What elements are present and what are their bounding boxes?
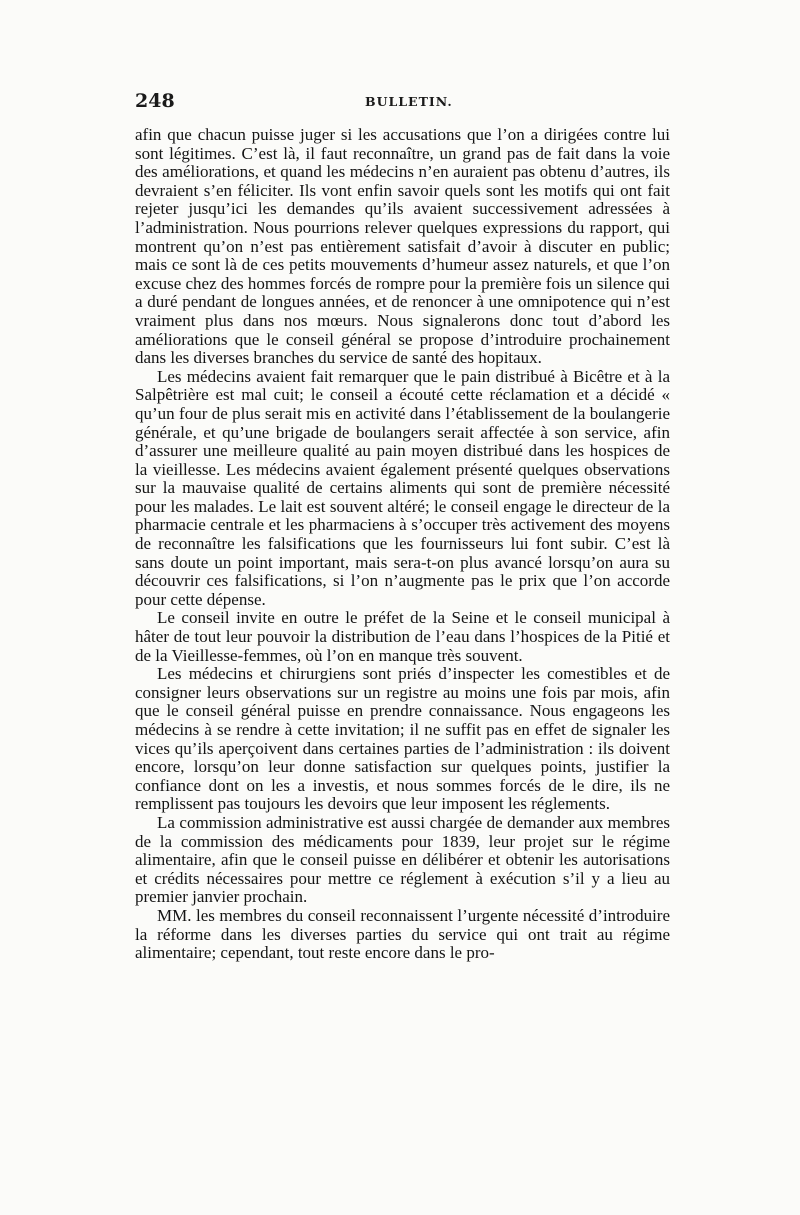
page-header bbox=[135, 90, 675, 120]
paragraph-5: La commission administrative est aussi chargée de demander aux membres de la commission des médicaments pour 1839, leur projet sur le régime alimentaire, afin que le conseil puisse en délibérer et obtenir les autorisations et crédits nécessaires pour mettre ce réglement à exécution s’il y a lieu au premier janvier prochain. bbox=[135, 812, 670, 907]
paragraph-1: afin que chacun puisse juger si les accusations que l’on a dirigées contre lui sont légitimes. C’est là, il faut reconnaître, un grand pas de fait dans la voie des améliorations, et quand les médecins n’en auraient pas obtenu d’autres, ils devraient s’en féliciter. Ils vont enfin savoir quels sont les motifs qui ont fait rejeter jusqu’ici les demandes qu’ils avaient successivement adressées à l’administration. Nous pourrions relever quelques expressions du rapport, qui montrent qu’on n’est pas entièrement satisfait d’avoir à discuter en public; mais ce sont là de ces petits mouvements d’humeur assez naturels, et que l’on excuse chez des hommes forcés de rompre pour la première fois un silence qui a duré pendant de longues années, et de renoncer à une omnipotence qui n’est vraiment plus dans nos mœurs. Nous signalerons donc tout d’abord les améliorations que le conseil général se propose d’introduire prochainement dans les diverses branches du service de santé des hopitaux. bbox=[135, 125, 670, 368]
paragraph-3: Le conseil invite en outre le préfet de la Seine et le conseil municipal à hâter de tout leur pouvoir la distribution de l’eau dans l’hospices de la Pitié et de la Vieillesse-femmes, où l’on en manque très souvent. bbox=[135, 608, 670, 665]
body-text bbox=[135, 126, 670, 963]
running-title: BULLETIN. bbox=[365, 94, 453, 109]
page-number: 248 bbox=[135, 90, 175, 112]
paragraph-6: MM. les membres du conseil reconnaissent l’urgente nécessité d’introduire la réforme dans les diverses parties du service qui ont trait au régime alimentaire; cependant, tout reste encore dans le pro- bbox=[135, 905, 670, 963]
paragraph-2: Les médecins avaient fait remarquer que le pain distribué à Bicêtre et à la Salpêtrière est mal cuit; le conseil a écouté cette réclamation et a décidé « qu’un four de plus serait mis en activité dans l’établissement de la boulangerie générale, et qu’une brigade de boulangers serait affectée à son service, afin d’assurer une meilleure qualité au pain moyen distribué dans les hospices de la vieillesse. Les médecins avaient également présenté quelques observations sur la mauvaise qualité de certains aliments qui sont de première nécessité pour les malades. Le lait est souvent altéré; le conseil engage le directeur de la pharmacie centrale et les pharmaciens à s’occuper très activement des moyens de reconnaître les falsifications que les fournisseurs lui font subir. C’est là sans doute un point important, mais sera-t-on plus avancé lorsqu’on aura su découvrir ces falsifications, si l’on n’augmente pas le prix que l’on accorde pour cette dépense. bbox=[135, 366, 670, 609]
paragraph-4: Les médecins et chirurgiens sont priés d’inspecter les comestibles et de consigner leurs observations sur un registre au moins une fois par mois, afin que le conseil général puisse en prendre connaissance. Nous engageons les médecins à se rendre à cette invitation; il ne suffit pas en effet de signaler les vices qu’ils aperçoivent dans certaines parties de l’administration : ils doivent encore, lorsqu’on leur donne satisfaction sur quelques points, justifier la confiance dont on les a investis, et nous sommes forcés de le dire, ils ne remplissent pas toujours les devoirs que leur imposent les réglements. bbox=[135, 664, 670, 814]
